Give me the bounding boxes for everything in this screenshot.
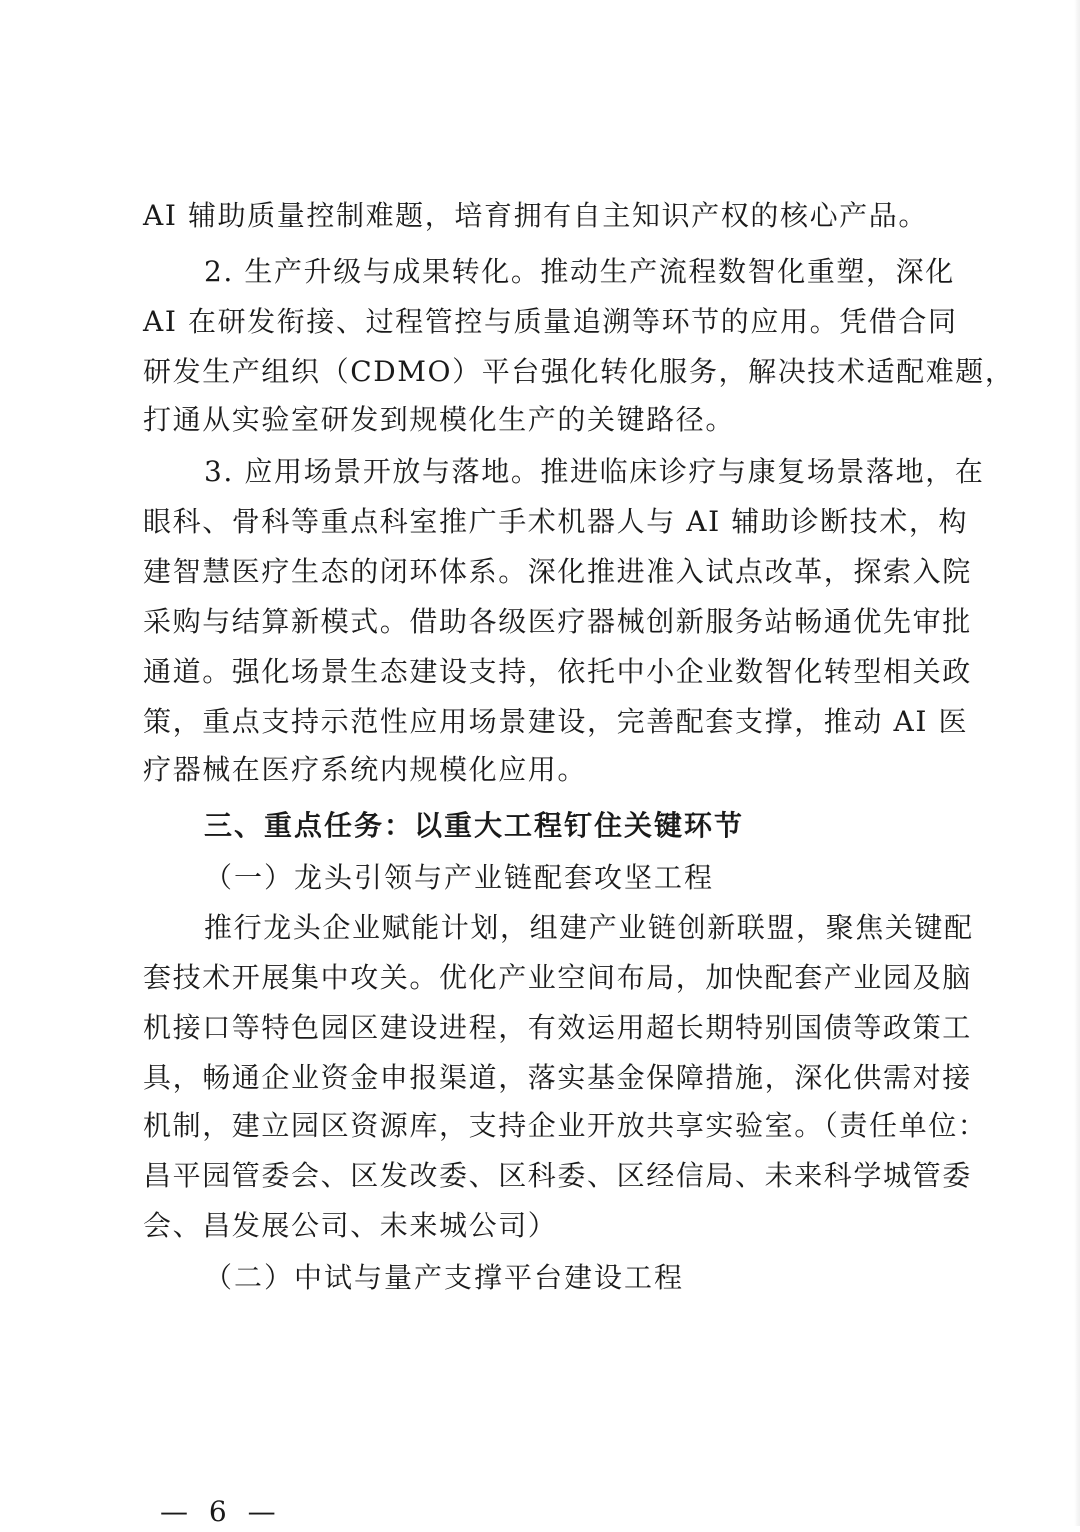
body-text-line: 策，重点支持示范性应用场景建设，完善配套支撑，推动 AI 医: [143, 705, 969, 738]
body-text-line: 套技术开展集中攻关。优化产业空间布局，加快配套产业园及脑: [143, 961, 972, 994]
body-text-line: 昌平园管委会、区发改委、区科委、区经信局、未来科学城管委: [143, 1159, 972, 1192]
body-text-line: 采购与结算新模式。借助各级医疗器械创新服务站畅通优先审批: [143, 605, 972, 638]
subsection-heading: （一）龙头引领与产业链配套攻坚工程: [204, 861, 715, 894]
scan-edge-shadow: [1074, 0, 1080, 1526]
body-text-line: 研发生产组织（CDMO）平台强化转化服务，解决技术适配难题，: [143, 355, 1015, 388]
page-number: — 6 —: [160, 1495, 282, 1528]
body-text-line: 通道。强化场景生态建设支持，依托中小企业数智化转型相关政: [143, 655, 972, 688]
body-text-line: 会、昌发展公司、未来城公司）: [143, 1209, 558, 1242]
body-text-line: 3. 应用场景开放与落地。推进临床诊疗与康复场景落地，在: [204, 455, 985, 488]
body-text-line: 推行龙头企业赋能计划，组建产业链创新联盟，聚焦关键配: [204, 911, 974, 944]
body-text-line: 机制，建立园区资源库，支持企业开放共享实验室。（责任单位：: [143, 1109, 988, 1142]
subsection-heading: （二）中试与量产支撑平台建设工程: [204, 1261, 685, 1294]
body-text-line: 2. 生产升级与成果转化。推动生产流程数智化重塑，深化: [204, 255, 955, 288]
body-text-line: AI 辅助质量控制难题，培育拥有自主知识产权的核心产品。: [143, 199, 928, 232]
body-text-line: 眼科、骨科等重点科室推广手术机器人与 AI 辅助诊断技术，构: [143, 505, 969, 538]
body-text-line: 机接口等特色园区建设进程，有效运用超长期特别国债等政策工: [143, 1011, 972, 1044]
body-text-line: 具，畅通企业资金申报渠道，落实基金保障措施，深化供需对接: [143, 1061, 972, 1094]
section-heading: 三、重点任务：以重大工程钉住关键环节: [204, 809, 745, 842]
body-text-line: 疗器械在医疗系统内规模化应用。: [143, 753, 588, 786]
body-text-line: 建智慧医疗生态的闭环体系。深化推进准入试点改革，探索入院: [143, 555, 972, 588]
body-text-line: AI 在研发衔接、过程管控与质量追溯等环节的应用。凭借合同: [143, 305, 958, 338]
body-text-line: 打通从实验室研发到规模化生产的关键路径。: [143, 403, 736, 436]
